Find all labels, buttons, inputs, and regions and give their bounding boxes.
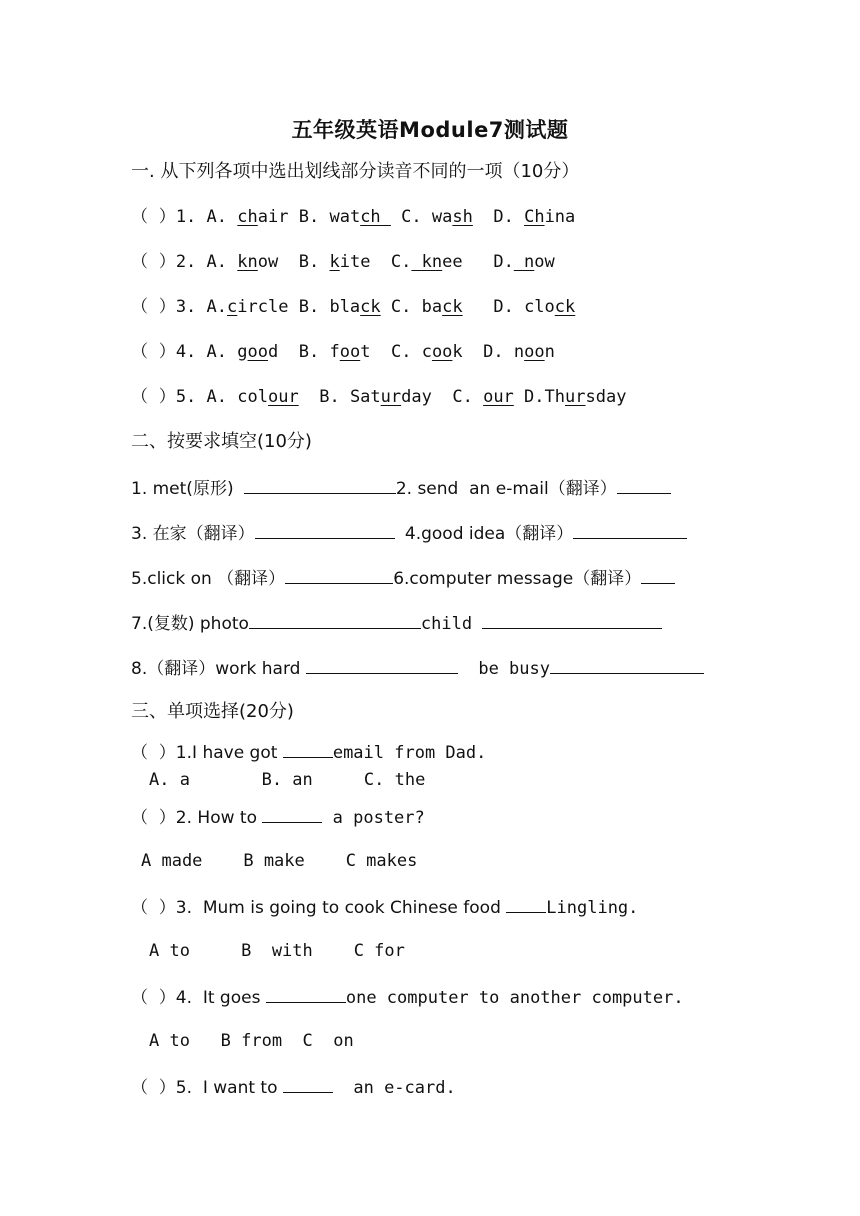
answer-blank[interactable] xyxy=(244,475,396,494)
s1-question-2: （ ）2. A. know B. kite C. knee D. now xyxy=(131,252,555,272)
section3-heading: 三、单项选择(20分) xyxy=(131,701,294,722)
s2-item-3-4: 3. 在家（翻译） 4.good idea（翻译） xyxy=(131,520,687,546)
answer-blank[interactable] xyxy=(617,475,671,494)
s3-question-2: （ ）2. How to a poster? xyxy=(131,804,425,830)
page-title: 五年级英语Module7测试题 xyxy=(291,118,569,142)
s3-question-1-options: A. a B. an C. the xyxy=(149,770,426,790)
s1-question-4: （ ）4. A. good B. foot C. cook D. noon xyxy=(131,342,555,362)
answer-blank[interactable] xyxy=(262,804,322,823)
answer-blank[interactable] xyxy=(255,520,395,539)
answer-blank[interactable] xyxy=(482,610,662,629)
s3-question-3: （ ）3. Mum is going to cook Chinese food Lingling. xyxy=(131,894,638,920)
s3-question-5: （ ）5. I want to an e-card. xyxy=(131,1074,456,1100)
answer-blank[interactable] xyxy=(285,565,393,584)
s2-item-7: 7.(复数) photo child xyxy=(131,610,662,636)
answer-blank[interactable] xyxy=(573,520,687,539)
s3-question-4-options: A to B from C on xyxy=(149,1031,354,1051)
answer-blank[interactable] xyxy=(506,894,546,913)
s3-question-4: （ ）4. It goes one computer to another computer. xyxy=(131,984,684,1010)
s1-question-1: （ ）1. A. chair B. watch C. wash D. China xyxy=(131,207,576,227)
answer-blank[interactable] xyxy=(283,1074,333,1093)
s2-item-5-6: 5.click on （翻译） 6.computer message（翻译） xyxy=(131,565,675,591)
s2-item-1-2: 1. met(原形) 2. send an e-mail（翻译） xyxy=(131,475,671,501)
s1-question-3: （ ）3. A.circle B. black C. back D. clock xyxy=(131,297,576,317)
s3-question-2-options: A made B make C makes xyxy=(141,851,418,871)
answer-blank[interactable] xyxy=(249,610,421,629)
s2-item-8: 8.（翻译）work hard be busy xyxy=(131,655,704,681)
section2-heading: 二、按要求填空(10分) xyxy=(131,431,312,452)
s3-question-1: （ ）1.I have got email from Dad. xyxy=(131,739,486,765)
answer-blank[interactable] xyxy=(550,655,704,674)
answer-blank[interactable] xyxy=(266,984,346,1003)
answer-blank[interactable] xyxy=(283,739,333,758)
answer-blank[interactable] xyxy=(641,565,675,584)
s3-question-3-options: A to B with C for xyxy=(149,941,405,961)
answer-blank[interactable] xyxy=(306,655,458,674)
s1-question-5: （ ）5. A. colour B. Saturday C. our D.Thursday xyxy=(131,387,627,407)
section1-heading: 一. 从下列各项中选出划线部分读音不同的一项（10分） xyxy=(131,161,580,182)
